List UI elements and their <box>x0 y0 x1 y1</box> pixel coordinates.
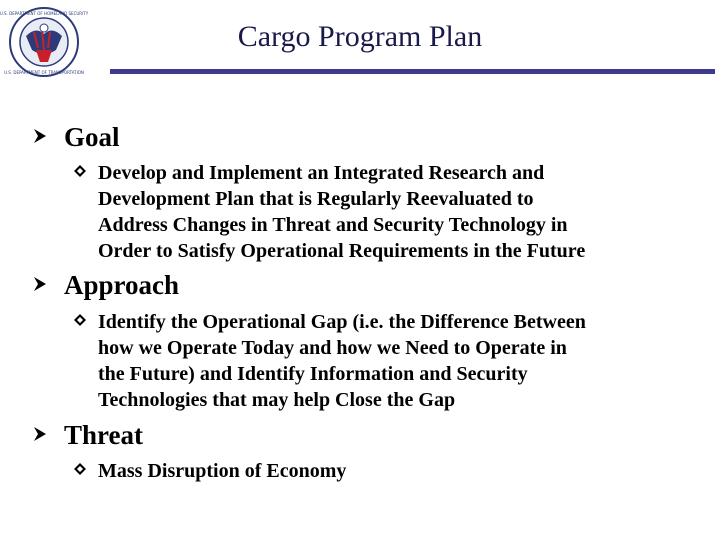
goal-line-4: Order to Satisfy Operational Requirements in the Future <box>98 240 586 262</box>
diamond-bullet-icon <box>74 314 86 326</box>
section-heading: Approach <box>64 270 180 300</box>
arrow-bullet-icon <box>32 276 48 292</box>
slide-title: Cargo Program Plan <box>237 20 483 53</box>
seal-text-top: U.S. DEPARTMENT OF HOMELAND SECURITY <box>0 11 89 16</box>
goal-line-2: Development Plan that is Regularly Reevaluated to <box>98 188 534 210</box>
goal-line-3: Address Changes in Threat and Security Technology in <box>98 214 568 236</box>
approach-line-2: how we Operate Today and how we Need to Operate in <box>98 337 567 359</box>
diamond-bullet-icon <box>74 165 86 177</box>
goal-line-1: Develop and Implement an Integrated Research and <box>98 162 545 184</box>
threat-line-1: Mass Disruption of Economy <box>98 460 347 482</box>
arrow-bullet-icon <box>32 426 48 442</box>
section-heading: Goal <box>64 122 120 152</box>
section-heading: Threat <box>64 420 143 450</box>
approach-line-3: the Future) and Identify Information and Security <box>98 363 528 385</box>
diamond-bullet-icon <box>74 463 86 475</box>
seal-text-bottom: U.S. DEPARTMENT OF TRANSPORTATION <box>4 70 84 75</box>
approach-line-4: Technologies that may help Close the Gap <box>98 389 456 411</box>
arrow-bullet-icon <box>32 128 48 144</box>
approach-line-1: Identify the Operational Gap (i.e. the Difference Between <box>98 311 586 333</box>
